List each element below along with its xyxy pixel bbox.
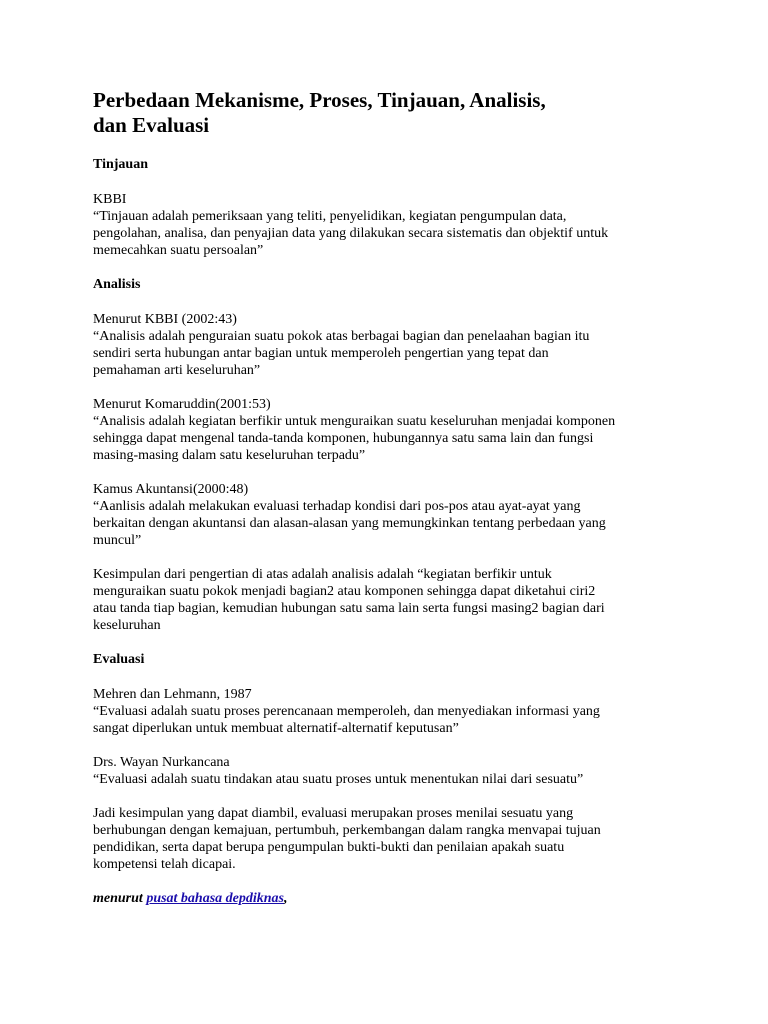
text-line: Mehren dan Lehmann, 1987: [93, 687, 252, 702]
definition-block: [93, 311, 683, 379]
footer-line: [93, 890, 683, 907]
definition-block: [93, 754, 683, 788]
text-line: Kesimpulan dari pengertian di atas adalah analisis adalah “kegiatan berfikir untuk: [93, 567, 552, 582]
text-line: berkaitan dengan akuntansi dan alasan-alasan yang memungkinkan tentang perbedaan yang: [93, 516, 606, 531]
footer-prefix: menurut: [93, 891, 147, 906]
text-line: muncul”: [93, 533, 142, 548]
text-line: “Aanlisis adalah melakukan evaluasi terhadap kondisi dari pos-pos atau ayat-ayat yang: [93, 499, 581, 514]
page-title: [93, 88, 683, 138]
definition-block: [93, 191, 683, 259]
text-line: sangat diperlukan untuk membuat alternatif-alternatif keputusan”: [93, 721, 459, 736]
text-line: Kamus Akuntansi(2000:48): [93, 482, 249, 497]
text-line: KBBI: [93, 192, 127, 207]
text-line: Menurut KBBI (2002:43): [93, 312, 237, 327]
text-line: pemahaman arti keseluruhan”: [93, 363, 261, 378]
source-link[interactable]: pusat bahasa depdiknas: [146, 891, 285, 906]
section-heading-tinjauan: Tinjauan: [93, 157, 148, 172]
footer-suffix: ,: [284, 891, 288, 906]
text-line: menguraikan suatu pokok menjadi bagian2 atau komponen sehingga dapat diketahui ciri2: [93, 584, 596, 599]
text-line: “Tinjauan adalah pemeriksaan yang teliti, penyelidikan, kegiatan pengumpulan data,: [93, 209, 567, 224]
text-line: Menurut Komaruddin(2001:53): [93, 397, 271, 412]
conclusion-block: [93, 566, 683, 634]
definition-block: [93, 396, 683, 464]
title-line: Perbedaan Mekanisme, Proses, Tinjauan, Analisis,: [93, 88, 546, 112]
definition-block: [93, 686, 683, 737]
text-line: atau tanda tiap bagian, kemudian hubungan satu sama lain serta fungsi masing2 bagian dari: [93, 601, 605, 616]
text-line: “Analisis adalah kegiatan berfikir untuk menguraikan suatu keseluruhan menjadai komponen: [93, 414, 616, 429]
conclusion-block: [93, 805, 683, 873]
text-line: “Evaluasi adalah suatu proses perencanaan memperoleh, dan menyediakan informasi yang: [93, 704, 600, 719]
text-line: masing-masing dalam satu keseluruhan terpadu”: [93, 448, 366, 463]
text-line: sendiri serta hubungan antar bagian untuk memperoleh pengertian yang tepat dan: [93, 346, 549, 361]
text-line: kompetensi telah dicapai.: [93, 857, 236, 872]
text-line: sehingga dapat mengenal tanda-tanda komponen, hubungannya satu sama lain dan fungsi: [93, 431, 594, 446]
text-line: memecahkan suatu persoalan”: [93, 243, 264, 258]
text-line: “Analisis adalah penguraian suatu pokok atas berbagai bagian dan penelaahan bagian itu: [93, 329, 590, 344]
text-line: Jadi kesimpulan yang dapat diambil, evaluasi merupakan proses menilai sesuatu yang: [93, 806, 574, 821]
text-line: pengolahan, analisa, dan penyajian data yang dilakukan secara sistematis dan objektif untuk: [93, 226, 609, 241]
title-line: dan Evaluasi: [93, 113, 210, 137]
text-line: keseluruhan: [93, 618, 161, 633]
text-line: berhubungan dengan kemajuan, pertumbuh, perkembangan dalam rangka menvapai tujuan: [93, 823, 601, 838]
definition-block: [93, 481, 683, 549]
section-heading-evaluasi: Evaluasi: [93, 652, 145, 667]
text-line: “Evaluasi adalah suatu tindakan atau suatu proses untuk menentukan nilai dari sesuatu”: [93, 772, 584, 787]
document-page: [93, 88, 683, 907]
text-line: Drs. Wayan Nurkancana: [93, 755, 230, 770]
section-heading-analisis: Analisis: [93, 277, 141, 292]
text-line: pendidikan, serta dapat berupa pengumpulan bukti-bukti dan penilaian apakah suatu: [93, 840, 565, 855]
